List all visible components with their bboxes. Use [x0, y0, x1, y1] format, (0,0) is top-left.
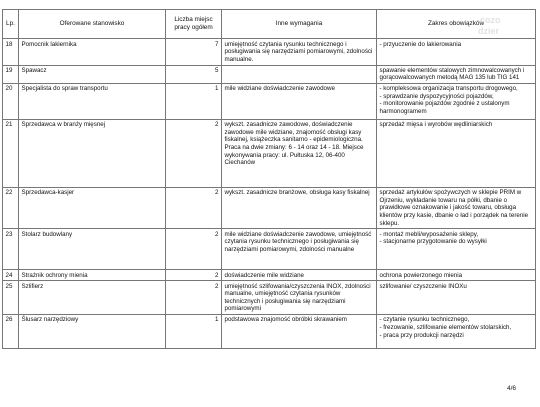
watermark-text-bottom: dzier: [478, 26, 500, 36]
cell-position: Ślusarz narzędziowy: [19, 315, 166, 349]
cell-duties: - montaż mebli/wyposażenie sklepy, - stacjonarne przygotowanie do wysyłki: [377, 229, 536, 270]
table-row: [3, 281, 536, 315]
cell-duties: ochrona powierzonego mienia: [377, 270, 536, 281]
table-row: [3, 315, 536, 349]
cell-position: Strażnik ochrony mienia: [19, 270, 166, 281]
cell-count: 1: [166, 84, 222, 120]
cell-lp: 18: [3, 39, 19, 65]
cell-requirements: doświadczenie mile widziane: [222, 270, 377, 281]
job-offers-table: [2, 9, 536, 349]
cell-lp: 19: [3, 65, 19, 84]
cell-requirements: umiejętność szlifowania/czyszczenia INOX, zdolności manualne, umiejętność czytania rysunków technicznych i posługiwania się narzędziami pomiarowymi: [222, 281, 377, 315]
table-row: [3, 188, 536, 229]
cell-position: Sprzedawca w branży mięsnej: [19, 120, 166, 188]
table-body: [3, 39, 536, 349]
cell-duties: - przyuczenie do lakierowania: [377, 39, 536, 65]
header-lp: Lp.: [3, 10, 19, 39]
cell-position: Szlifierz: [19, 281, 166, 315]
cell-count: 2: [166, 188, 222, 229]
header-requirements: Inne wymagania: [222, 10, 377, 39]
cell-count: 1: [166, 315, 222, 349]
cell-duties: spawanie elementów stalowych zimnowalcowanych i gorącowalcowanych metodą MAG 135 lub TIG 141: [377, 65, 536, 84]
cell-requirements: wykszt. zasadnicze zawodowe, doświadczenie zawodowe mile widziane, znajomość obsługi kasy fiskalnej, książeczka sanitarno - epidemiologiczna. Praca na dwie zmiany: 6 - 14 oraz 14 - 18. Miejsce wykonywania pracy: ul. Pułtuska 12, 06-400 Ciechanów: [222, 120, 377, 188]
cell-duties: - czytanie rysunku technicznego, - frezowanie, szlifowanie elementów stolarskich, - praca przy produkcji narzędzi: [377, 315, 536, 349]
cell-position: Sprzedawca-kasjer: [19, 188, 166, 229]
cell-count: 7: [166, 39, 222, 65]
cell-lp: 20: [3, 84, 19, 120]
table-row: [3, 229, 536, 270]
cell-duties: szlifowanie/ czyszczenie INOXu: [377, 281, 536, 315]
cell-count: 2: [166, 270, 222, 281]
watermark-text-top: cozo: [480, 15, 501, 25]
cell-position: Pomocnik lakiernika: [19, 39, 166, 65]
table-row: [3, 84, 536, 120]
table-row: [3, 65, 536, 84]
header-position: Oferowane stanowisko: [19, 10, 166, 39]
cell-count: 2: [166, 281, 222, 315]
cell-requirements: umiejętność czytania rysunku technicznego i posługiwania się narzędziami pomiarowymi, zdolności manualne.: [222, 39, 377, 65]
table-row: [3, 270, 536, 281]
cell-count: 2: [166, 229, 222, 270]
cell-lp: 25: [3, 281, 19, 315]
cell-position: Stolarz budowlany: [19, 229, 166, 270]
cell-requirements: [222, 65, 377, 84]
cell-count: 2: [166, 120, 222, 188]
table-row: [3, 120, 536, 188]
table-row: [3, 39, 536, 65]
cell-lp: 21: [3, 120, 19, 188]
table-header-row: [3, 10, 536, 39]
cell-position: Spawacz: [19, 65, 166, 84]
cell-position: Specjalista do spraw transportu: [19, 84, 166, 120]
cell-lp: 22: [3, 188, 19, 229]
cell-count: 5: [166, 65, 222, 84]
cell-duties: sprzedaż mięsa i wyrobów wędliniarskich: [377, 120, 536, 188]
header-count: Liczba miejsc pracy ogółem: [166, 10, 222, 39]
cell-duties: - kompleksowa organizacja transportu drogowego, - sprawdzanie dyspozycyjności pojazdów, - monitorowanie pojazdów zgodnie z ustalonym harmonogramem: [377, 84, 536, 120]
cell-requirements: mile widziane doświadczenie zawodowe, umiejętność czytania rysunku technicznego i posługiwania się narzędziami pomiarowymi, zdolności manualne: [222, 229, 377, 270]
cell-lp: 23: [3, 229, 19, 270]
header-duties: Zakres obowiązków: [377, 10, 536, 39]
cell-requirements: mile widziane doświadczenie zawodowe: [222, 84, 377, 120]
page-number: 4/6: [506, 385, 516, 392]
cell-lp: 26: [3, 315, 19, 349]
cell-duties: sprzedaż artykułów spożywczych w sklepie PRIM w Ojrzeniu, wykładanie towaru na półki, dbanie o prawidłowe oznakowanie i jakość towaru, obsługa klientów przy kasie, dbanie o ład i porządek na terenie sklepu.: [377, 188, 536, 229]
cell-requirements: podstawowa znajomość obróbki skrawaniem: [222, 315, 377, 349]
cell-lp: 24: [3, 270, 19, 281]
cell-requirements: wykszt. zasadnicze branżowe, obsługa kasy fiskalnej: [222, 188, 377, 229]
